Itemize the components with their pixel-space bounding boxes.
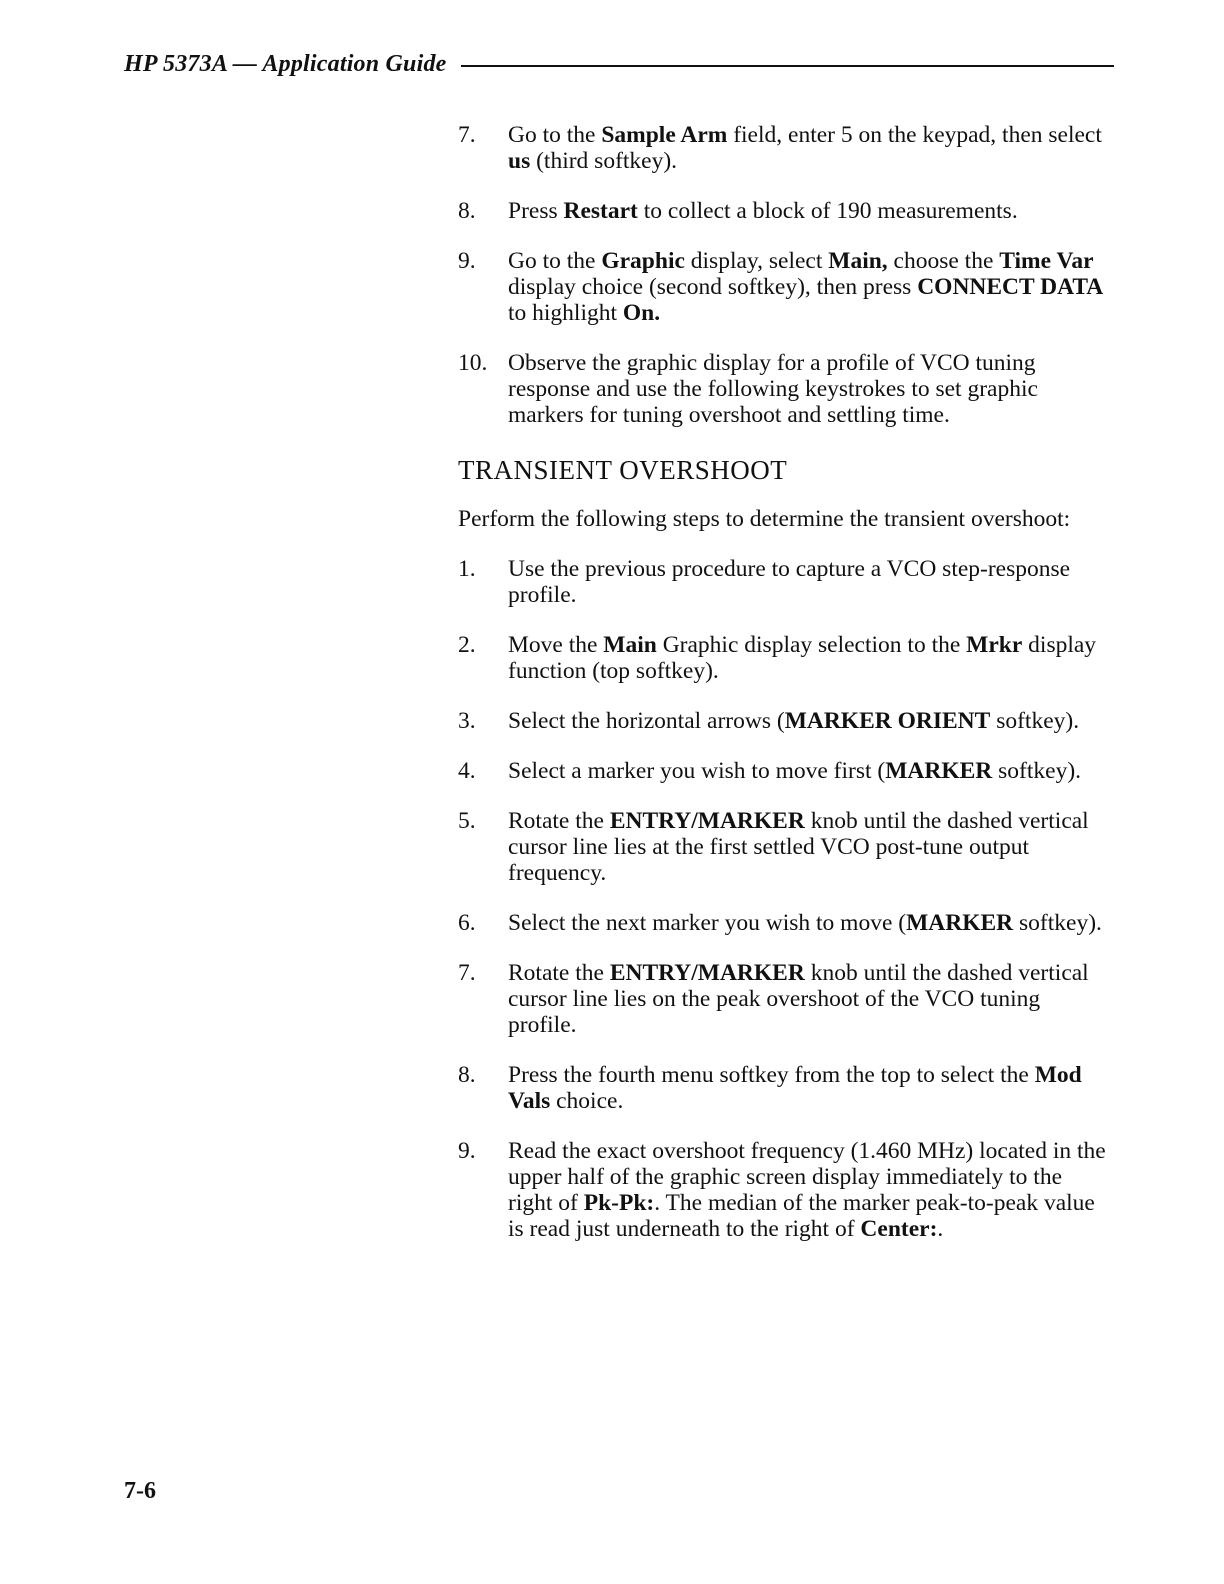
text-run: Go to the: [508, 122, 602, 148]
running-header: [124, 48, 1114, 80]
bold-term: Mod Vals: [508, 1062, 1082, 1114]
text-run: Move the: [508, 632, 604, 658]
bold-term: MARKER: [906, 910, 1014, 936]
bold-term: ENTRY/MARKER: [609, 960, 805, 986]
text-run: choose the: [887, 248, 1000, 274]
text-run: (third softkey).: [530, 148, 678, 174]
text-run: Observe the graphic display for a profile of VCO tuning response and use the following keystrokes to set graphic markers for tuning overshoot and settling time.: [508, 350, 1038, 428]
step-text: [508, 960, 1089, 1038]
step-text: [508, 1062, 1082, 1114]
step-number: 4.: [458, 758, 476, 784]
text-run: softkey).: [990, 708, 1080, 734]
step-text: [508, 198, 1018, 224]
bold-term: On.: [622, 300, 661, 326]
list-item: [458, 960, 1108, 1038]
bold-term: Main,: [828, 248, 888, 274]
text-run: Use the previous procedure to capture a VCO step-response profile.: [508, 556, 1071, 608]
list-item: [458, 350, 1108, 428]
bold-term: CONNECT DATA: [917, 274, 1104, 300]
section-heading: TRANSIENT OVERSHOOT: [458, 455, 788, 485]
bold-term: ENTRY/MARKER: [609, 808, 805, 834]
step-number: 6.: [458, 910, 476, 936]
text-run: Rotate the: [508, 808, 610, 834]
list-item: [458, 1138, 1108, 1242]
text-run: Graphic display selection to the: [656, 632, 967, 658]
bold-term: Center:: [860, 1216, 938, 1242]
procedure-steps: [458, 122, 1108, 428]
list-item: [458, 708, 1108, 734]
step-text: [508, 708, 1079, 734]
step-text: [508, 350, 1038, 428]
step-text: [508, 910, 1102, 936]
step-number: 5.: [458, 808, 476, 834]
step-number: 9.: [458, 248, 476, 274]
bold-term: Time Var: [999, 248, 1094, 274]
text-run: display choice (second softkey), then press: [508, 274, 918, 300]
list-item: [458, 758, 1108, 784]
text-run: to collect a block of 190 measurements.: [637, 198, 1018, 224]
list-item: [458, 632, 1108, 684]
section-intro: Perform the following steps to determine the transient overshoot:: [458, 506, 1071, 532]
list-item: [458, 122, 1108, 174]
step-number: 7.: [458, 122, 476, 148]
text-run: .: [937, 1216, 944, 1242]
step-number: 7.: [458, 960, 476, 986]
bold-term: MARKER: [885, 758, 993, 784]
step-text: [508, 122, 1102, 174]
text-run: Select a marker you wish to move first (: [508, 758, 886, 784]
step-number: 10.: [458, 350, 488, 376]
step-text: [508, 758, 1081, 784]
text-run: Rotate the: [508, 960, 610, 986]
list-item: [458, 198, 1108, 224]
bold-term: Sample Arm: [601, 122, 728, 148]
header-rule: [461, 65, 1114, 67]
step-number: 8.: [458, 198, 476, 224]
step-text: [508, 1138, 1106, 1242]
text-run: . The median of the marker peak-to-peak value is read just underneath to the right of: [508, 1190, 1095, 1242]
text-run: knob until the dashed vertical cursor line lies on the peak overshoot of the VCO tuning profile.: [508, 960, 1089, 1038]
step-text: [508, 556, 1070, 608]
text-run: Go to the: [508, 248, 602, 274]
step-number: 3.: [458, 708, 476, 734]
bold-term: Main: [603, 632, 657, 658]
bold-term: Pk-Pk:: [583, 1190, 655, 1216]
step-number: 8.: [458, 1062, 476, 1088]
list-item: [458, 808, 1108, 886]
bold-term: Graphic: [601, 248, 685, 274]
text-run: Select the next marker you wish to move (: [508, 910, 907, 936]
step-text: [508, 808, 1089, 886]
text-run: Select the horizontal arrows (: [508, 708, 785, 734]
main-content: [458, 122, 1108, 1266]
text-run: Press: [508, 198, 564, 224]
page-number: 7-6: [124, 1478, 156, 1504]
text-run: field, enter 5 on the keypad, then select: [727, 122, 1102, 148]
step-number: 2.: [458, 632, 476, 658]
step-number: 1.: [458, 556, 476, 582]
step-number: 9.: [458, 1138, 476, 1164]
header-title: HP 5373A — Application Guide: [124, 50, 447, 77]
bold-term: MARKER ORIENT: [784, 708, 991, 734]
text-run: display, select: [684, 248, 829, 274]
text-run: display function (top softkey).: [508, 632, 1097, 684]
list-item: [458, 910, 1108, 936]
list-item: [458, 556, 1108, 608]
bold-term: Restart: [563, 198, 638, 224]
text-run: Read the exact overshoot frequency (1.460 MHz) located in the upper half of the graphic screen display immediately to the right of: [508, 1138, 1106, 1216]
step-text: [508, 248, 1103, 326]
list-item: [458, 1062, 1108, 1114]
step-text: [508, 632, 1096, 684]
list-item: [458, 248, 1108, 326]
bold-term: us: [508, 148, 531, 174]
text-run: Press the fourth menu softkey from the top to select the: [508, 1062, 1035, 1088]
text-run: to highlight: [508, 300, 623, 326]
text-run: softkey).: [1013, 910, 1102, 936]
bold-term: Mrkr: [966, 632, 1023, 658]
overshoot-steps: [458, 556, 1108, 1242]
text-run: softkey).: [992, 758, 1082, 784]
text-run: knob until the dashed vertical cursor line lies at the first settled VCO post-tune output frequency.: [508, 808, 1089, 886]
text-run: choice.: [550, 1088, 624, 1114]
